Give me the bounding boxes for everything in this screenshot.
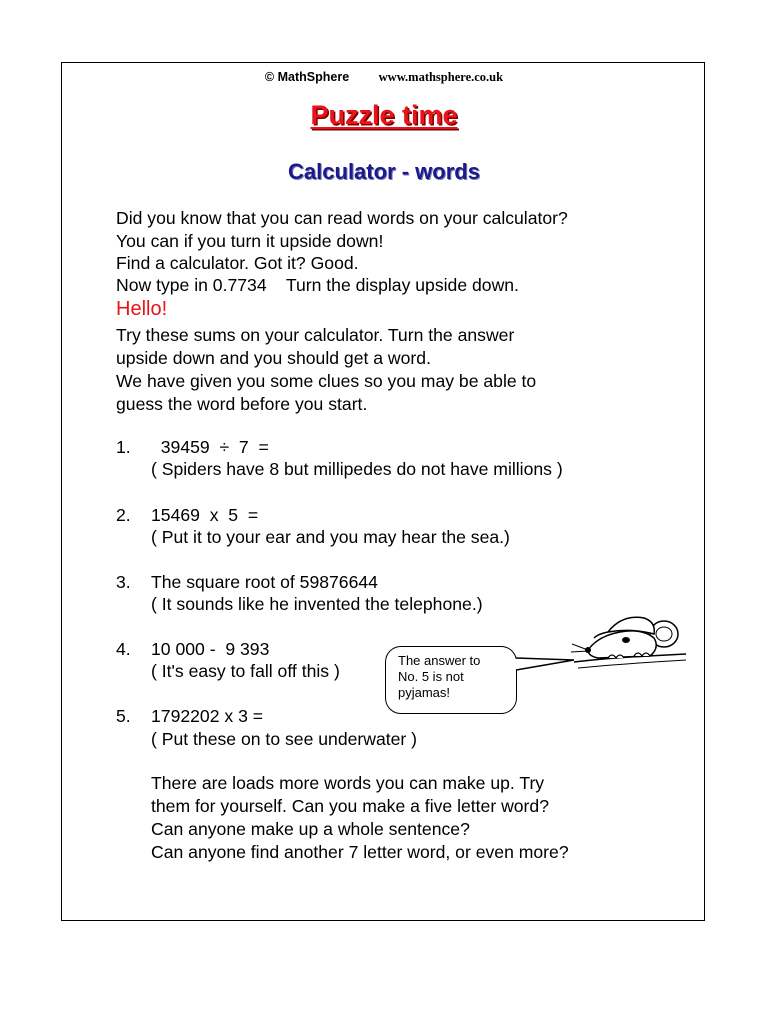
problem-number: 1. [116,437,131,457]
bubble-line: The answer to [398,653,481,668]
closing-line: Can anyone find another 7 letter word, or even more? [151,842,569,862]
problem-sum: 39459 ÷ 7 = [151,437,269,457]
closing-line: Can anyone make up a whole sentence? [151,819,470,839]
website-text: www.mathsphere.co.uk [378,70,504,84]
problem-sum: 15469 x 5 = [151,505,259,525]
instruction-line: We have given you some clues so you may be able to [116,371,537,391]
page-title: Puzzle time [310,100,458,130]
problem-number: 3. [116,572,131,592]
problem-clue: ( Put it to your ear and you may hear the sea.) [151,527,510,547]
problem-clue: ( It's easy to fall off this ) [151,661,340,681]
intro-line: You can if you turn it upside down! [116,231,384,251]
instruction-line: Try these sums on your calculator. Turn the answer [116,325,515,345]
problem-number: 2. [116,505,131,525]
copyright-text: © MathSphere [264,70,350,84]
speech-bubble [385,646,517,714]
instruction-line: upside down and you should get a word. [116,348,431,368]
problem-clue: ( It sounds like he invented the telephone.) [151,594,483,614]
hello-text: Hello! [116,298,168,320]
closing-line: There are loads more words you can make up. Try [151,773,545,793]
mouse-illustration-icon [568,604,688,684]
header [0,70,768,85]
intro-line: Find a calculator. Got it? Good. [116,253,359,273]
page-subtitle: Calculator - words [288,159,480,184]
closing-line: them for yourself. Can you make a five letter word? [151,796,549,816]
problem-sum: 10 000 - 9 393 [151,639,270,659]
bubble-line: No. 5 is not [398,669,464,684]
problem-clue: ( Spiders have 8 but millipedes do not have millions ) [151,459,563,479]
intro-line: Now type in 0.7734 Turn the display upside down. [116,275,519,295]
intro-line: Did you know that you can read words on your calculator? [116,208,568,228]
problem-number: 4. [116,639,131,659]
problem-sum: The square root of 59876644 [151,572,378,592]
bubble-line: pyjamas! [398,685,451,700]
problem-clue: ( Put these on to see underwater ) [151,729,418,749]
instruction-line: guess the word before you start. [116,394,368,414]
problem-sum: 1792202 x 3 = [151,706,264,726]
problem-number: 5. [116,706,131,726]
